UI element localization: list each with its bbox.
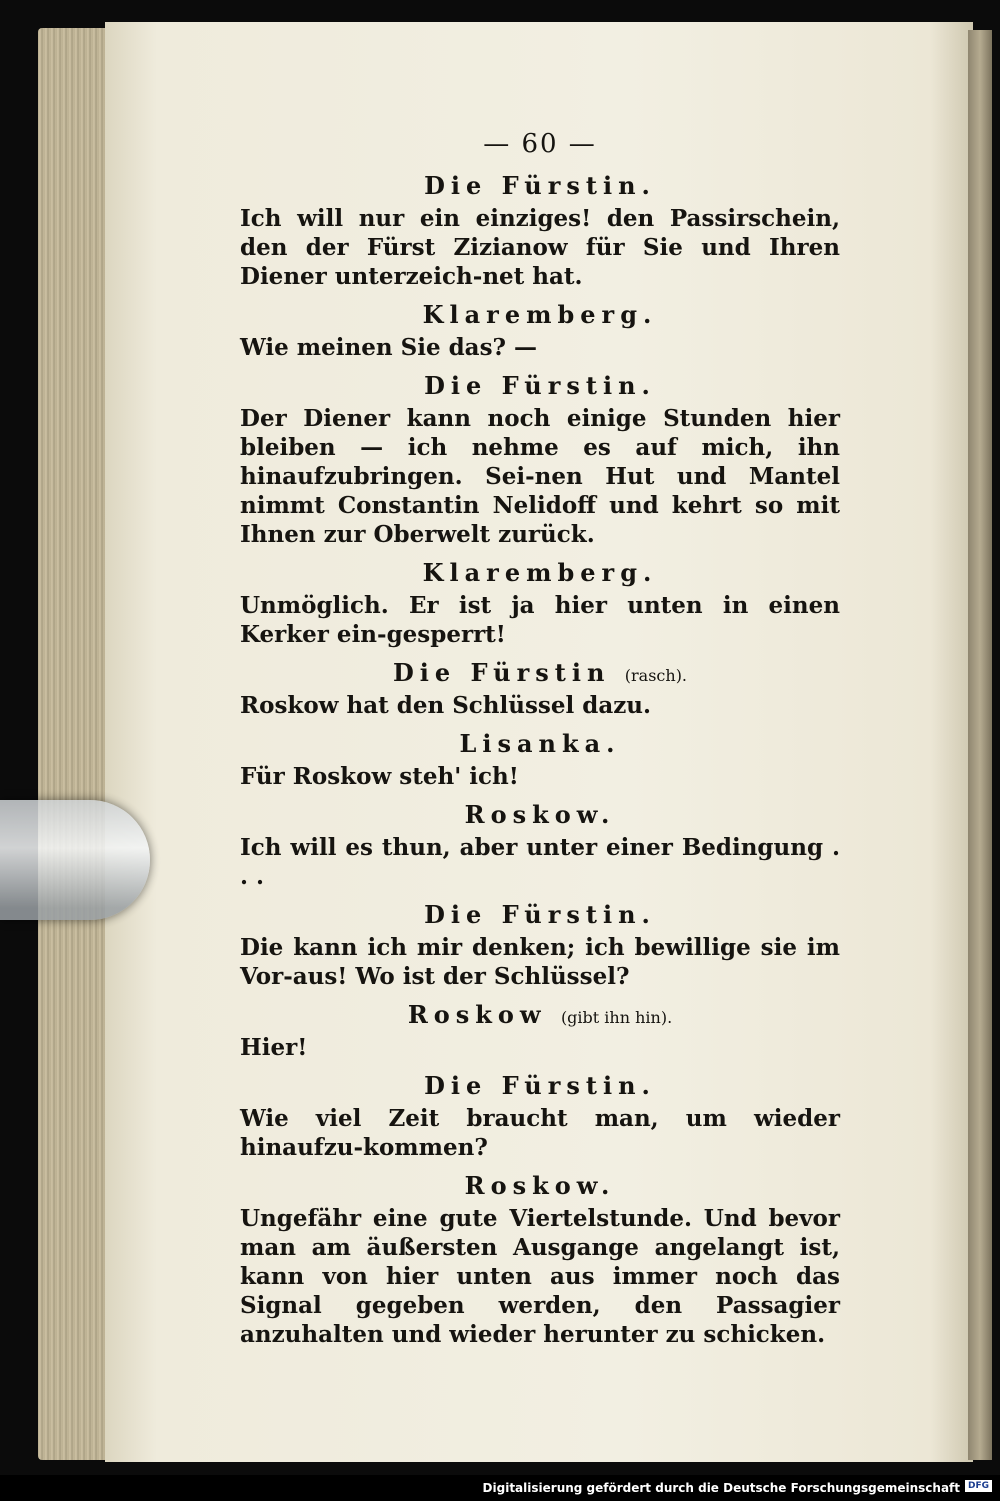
dialogue-text: Wie viel Zeit braucht man, um wieder hinaufzu-kommen? bbox=[240, 1105, 840, 1161]
speaker-name: Die Fürstin. bbox=[424, 900, 656, 929]
speaker-name: Klaremberg. bbox=[422, 558, 658, 587]
page-content bbox=[240, 120, 840, 1355]
dialogue-text: Hier! bbox=[240, 1034, 308, 1061]
speaker-name: Die Fürstin. bbox=[424, 1071, 656, 1100]
dialogue-block bbox=[240, 297, 840, 362]
footer-bar bbox=[0, 1475, 1000, 1501]
dialogue-text: Ich will nur ein einziges! den Passirschein, den der Fürst Zizianow für Sie und Ihren Diener unterzeich-net hat. bbox=[240, 205, 840, 290]
stage-direction: (gibt ihn hin). bbox=[560, 1008, 673, 1027]
speaker-name: Klaremberg. bbox=[422, 300, 658, 329]
dialogue-text: Ungefähr eine gute Viertelstunde. Und bevor man am äußersten Ausgange angelangt ist, kann von hier unten aus immer noch das Signal gegeben werden, den Passagier anzuhalten und wieder herunter zu schicken. bbox=[240, 1205, 840, 1348]
speaker-name: Die Fürstin. bbox=[424, 171, 656, 200]
dialogue-block bbox=[240, 168, 840, 291]
dialogue-text: Die kann ich mir denken; ich bewillige sie im Vor-aus! Wo ist der Schlüssel? bbox=[240, 934, 840, 990]
dialogue-block bbox=[240, 1068, 840, 1162]
dialogue-block bbox=[240, 1168, 840, 1349]
dialogue-text: Unmöglich. Er ist ja hier unten in einen Kerker ein-gesperrt! bbox=[240, 592, 840, 648]
speaker-name: Roskow. bbox=[464, 1171, 616, 1200]
speaker-name: Die Fürstin. bbox=[424, 371, 656, 400]
dialogue-text: Für Roskow steh' ich! bbox=[240, 763, 519, 790]
page-stack-edge bbox=[38, 28, 110, 1460]
dialogue-block bbox=[240, 897, 840, 991]
speaker-line bbox=[240, 997, 840, 1033]
dialogue-block bbox=[240, 726, 840, 791]
dialogue-text: Der Diener kann noch einige Stunden hier bleiben — ich nehme es auf mich, ihn hinaufzubringen. Sei-nen Hut und Mantel nimmt Constantin Nelidoff und kehrt so mit Ihnen zur Oberwelt zurück. bbox=[240, 405, 840, 548]
page-number: — 60 — bbox=[483, 129, 597, 159]
page-right-edge bbox=[968, 30, 992, 1460]
speaker-name: Roskow bbox=[407, 1000, 547, 1029]
speaker-line bbox=[240, 655, 840, 691]
dialogue-block bbox=[240, 797, 840, 891]
stage-direction: (rasch). bbox=[624, 666, 688, 685]
dialogue-block bbox=[240, 655, 840, 720]
speaker-name: Die Fürstin bbox=[392, 658, 611, 687]
dfg-logo-icon: DFG bbox=[965, 1480, 992, 1492]
footer-credit: Digitalisierung gefördert durch die Deutsche Forschungsgemeinschaft bbox=[482, 1481, 960, 1495]
dialogue-text: Wie meinen Sie das? — bbox=[240, 334, 538, 361]
dialogue-text: Ich will es thun, aber unter einer Bedingung . . . bbox=[240, 834, 840, 890]
page-clip bbox=[0, 800, 150, 920]
speaker-name: Lisanka. bbox=[459, 729, 621, 758]
dialogue-block bbox=[240, 368, 840, 549]
dialogue-text: Roskow hat den Schlüssel dazu. bbox=[240, 692, 652, 719]
dialogue-block bbox=[240, 997, 840, 1062]
speaker-name: Roskow. bbox=[464, 800, 616, 829]
dialogue-block bbox=[240, 555, 840, 649]
